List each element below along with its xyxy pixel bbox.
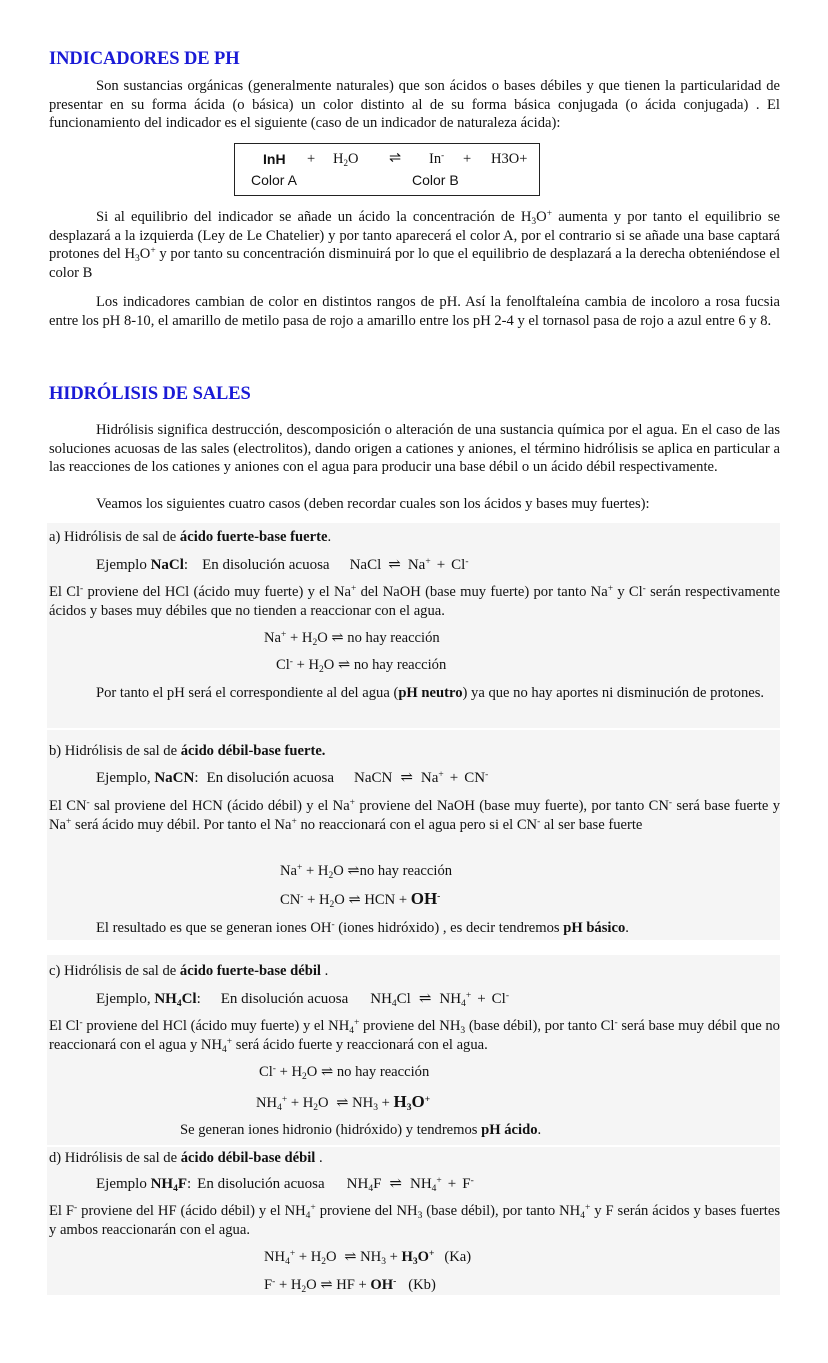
- case-c-heading: c) Hidrólisis de sal de ácido fuerte-base débil .: [49, 963, 329, 979]
- case-c-example: Ejemplo, $NH_4Cl$: En disolución acuosa $NH_4Cl$ ⇌ $NH_4^+ + Cl^-$: [96, 991, 510, 1009]
- plus-sign: +: [463, 151, 472, 167]
- equilibrium-box: [234, 143, 540, 196]
- case-a-reaction-na: $Na^+ + H_2O$ ⇌ no hay reacción: [264, 630, 440, 648]
- case-d-example: Ejemplo $NH_4F$: En disolución acuosa $NH_4F$ ⇌ $NH_4^+ + F^-$: [96, 1176, 474, 1194]
- paragraph-indicadores-equilibrio: Si al equilibrio del indicador se añade un ácido la concentración de $H_3O^+$ aumenta y por tanto el equilibrio se desplazará a la izquierda (Ley de Le Chatelier) y por tanto aparecerá el color A, por el contrario si se añade una base captará protones del $H_3O^+$ y por tanto su concentración disminuirá por lo que el equilibrio de desplazará a la derecha obteniéndose el color B: [49, 209, 780, 281]
- section-title-indicadores: INDICADORES DE PH: [49, 49, 240, 69]
- case-b-heading: b) Hidrólisis de sal de ácido débil-base fuerte.: [49, 743, 326, 759]
- case-b-example: Ejemplo, NaCN: En disolución acuosa NaCN ⇌ Na+ + CN-: [96, 770, 489, 786]
- case-b-explanation: El CN- sal proviene del HCN (ácido débil) y el Na+ proviene del NaOH (base muy fuerte), por tanto CN- será base fuerte y Na+ será ácido muy débil. Por tanto el Na+ no reaccionará con el agua pero si el CN- al ser base fuerte: [49, 798, 781, 833]
- case-d-heading: d) Hidrólisis de sal de ácido débil-base débil .: [49, 1150, 323, 1166]
- h2o-label: $H_2O$: [333, 151, 359, 168]
- paragraph-indicadores-rangos: Los indicadores cambian de color en distintos rangos de pH. Así la fenolftaleína cambia de incoloro a rosa fucsia entre los pH 8-10, el amarillo de metilo pasa de rojo a amarillo entre los pH 2-4 y el tornasol pasa de rojo a azul entre 6 y 8.: [49, 294, 780, 329]
- case-c-reaction-nh4: $NH_4^+ + H_2O$ ⇌ $NH_3 + H_3O^+$: [256, 1092, 431, 1113]
- case-a-reaction-cl: $Cl^- + H_2O$ ⇌ no hay reacción: [276, 657, 447, 675]
- paragraph-indicadores-intro: Son sustancias orgánicas (generalmente naturales) que son ácidos o bases débiles y que tienen la particularidad de presentar en su forma ácida (o básica) un color distinto al de su forma básica conjugada (o ácida conjugada) . El funcionamiento del indicador es el siguiente (caso de un indicador de naturaleza ácida):: [49, 78, 780, 132]
- plus-sign: +: [307, 151, 316, 167]
- case-b-result: El resultado es que se generan iones OH- (iones hidróxido) , es decir tendremos pH básico.: [96, 920, 629, 936]
- case-d-reaction-f: $F^- + H_2O$ ⇌ HF + OH- (Kb): [264, 1277, 436, 1295]
- h3o-label: H3O+: [491, 151, 528, 167]
- section-title-hidrolisis: HIDRÓLISIS DE SALES: [49, 384, 251, 404]
- case-b-reaction-na: $Na^+ + H_2O$ ⇌no hay reacción: [280, 863, 453, 881]
- case-a-heading: a) Hidrólisis de sal de ácido fuerte-base fuerte.: [49, 529, 332, 545]
- cases-intro: Veamos los siguientes cuatro casos (deben recordar cuales son los ácidos y bases muy fuertes):: [96, 496, 650, 512]
- inh-label: InH: [263, 151, 286, 167]
- equilibrium-arrow: ⇌: [389, 150, 402, 166]
- case-c-explanation: El Cl- proviene del HCl (ácido muy fuerte) y el $NH_4^+$ proviene del $NH_3$ (base débil), por tanto Cl- será base muy débil que no reaccionará con el agua y $NH_4^+$ será ácido fuerte y reaccionará con el agua.: [49, 1018, 780, 1055]
- case-d-reaction-nh4: $NH_4^+ + H_2O$ ⇌ $NH_3 + H_3O^+$ (Ka): [264, 1249, 472, 1267]
- case-c-reaction-cl: $Cl^- + H_2O$ ⇌ no hay reacción: [259, 1064, 430, 1082]
- paragraph-hidrolisis-intro: Hidrólisis significa destrucción, descomposición o alteración de una sustancia química por el agua. En el caso de las soluciones acuosas de las sales (electrolitos), dando origen a cationes y aniones, el término hidrólisis se aplica en particular a las reacciones de los cationes y aniones con el agua para producir una base débil o un ácido débil respectivamente.: [49, 422, 780, 476]
- case-a-explanation: El Cl- proviene del HCl (ácido muy fuerte) y el Na+ del NaOH (base muy fuerte) por tanto Na+ y Cl- serán respectivamente ácidos y bases muy débiles que no tienden a reaccionar con el agua.: [49, 584, 780, 619]
- case-d-explanation: El F- proviene del HF (ácido débil) y el $NH_4^+$ proviene del $NH_3$ (base débil), por tanto $NH_4^+$ y F serán ácidos y bases fuertes y ambos reaccionarán con el agua.: [49, 1203, 781, 1238]
- case-c-result: Se generan iones hidronio (hidróxido) y tendremos pH ácido.: [180, 1122, 542, 1138]
- case-a-example: Ejemplo NaCl: En disolución acuosa NaCl ⇌ Na+ + Cl-: [96, 557, 469, 573]
- case-a-conclusion: Por tanto el pH será el correspondiente al del agua (pH neutro) ya que no hay aportes ni disminución de protones.: [96, 685, 765, 701]
- color-b-label: Color B: [412, 172, 459, 188]
- case-b-reaction-cn: $CN^- + H_2O$ ⇌ HCN + OH-: [280, 889, 441, 910]
- color-a-label: Color A: [251, 172, 297, 188]
- in-label: In-: [429, 150, 445, 167]
